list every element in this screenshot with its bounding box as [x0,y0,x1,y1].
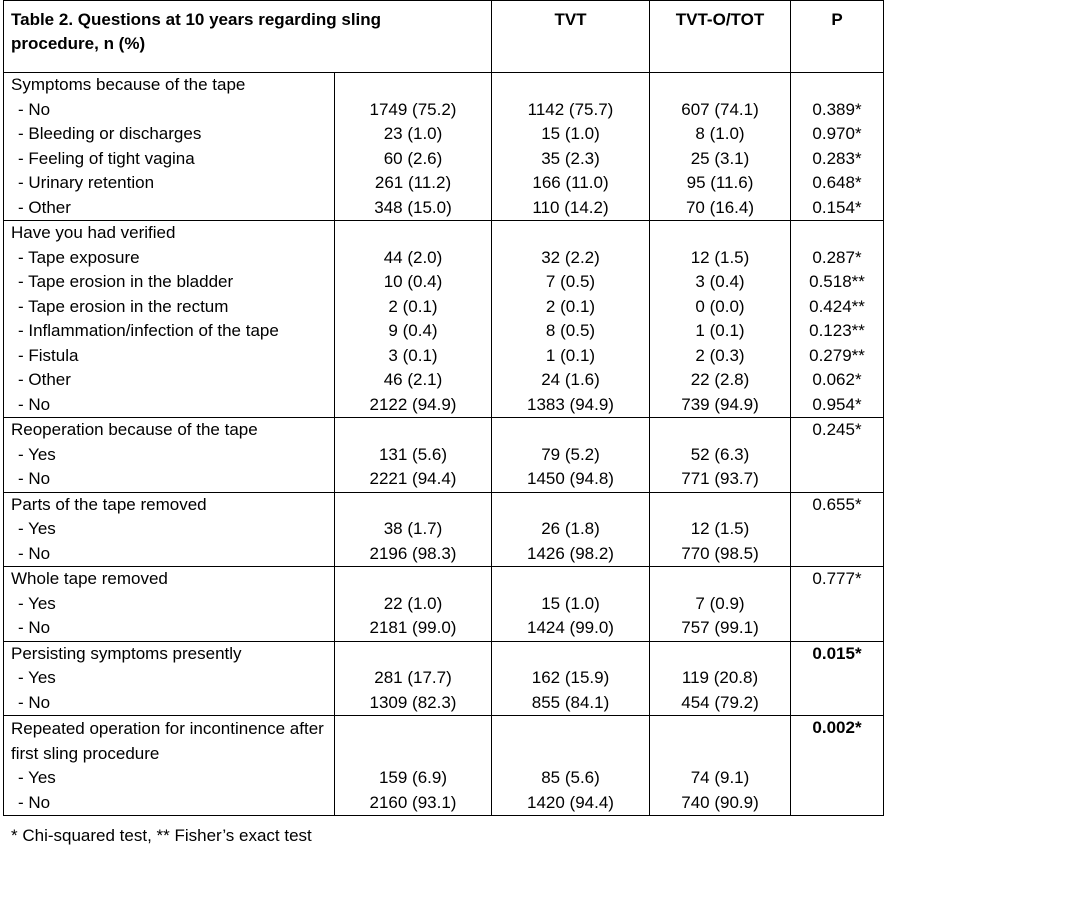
row-tvt-cell: 35 (2.3) [492,147,650,172]
row-tvt-cell: 1142 (75.7) [492,98,650,123]
section-p-value: 0.245* [791,418,884,443]
section-header-row [4,73,884,98]
row-tvto-cell: 95 (11.6) [650,171,791,196]
row-p-cell: 0.279** [791,344,884,369]
section-tvt-cell [492,567,650,592]
table-row [4,171,884,196]
row-label: - Fistula [4,344,335,369]
row-p-cell [791,766,884,791]
row-tvto-cell: 771 (93.7) [650,467,791,492]
section-header-row [4,567,884,592]
row-p-cell: 0.970* [791,122,884,147]
row-label: - Other [4,196,335,221]
row-tvt-cell: 1383 (94.9) [492,393,650,418]
table-row [4,319,884,344]
table-row [4,344,884,369]
row-tvt-cell: 1450 (94.8) [492,467,650,492]
row-total-cell: 2221 (94.4) [335,467,492,492]
section-total-cell [335,716,492,767]
row-label: - Urinary retention [4,171,335,196]
table-row [4,368,884,393]
table-title: Table 2. Questions at 10 years regarding sling procedure, n (%) [4,1,492,73]
row-total-cell: 1309 (82.3) [335,691,492,716]
section-label: Reoperation because of the tape [4,418,335,443]
row-tvto-cell: 3 (0.4) [650,270,791,295]
row-total-cell: 3 (0.1) [335,344,492,369]
row-label: - Feeling of tight vagina [4,147,335,172]
row-tvt-cell: 79 (5.2) [492,443,650,468]
row-label: - Yes [4,766,335,791]
row-label: - No [4,393,335,418]
table-row [4,766,884,791]
table-row [4,98,884,123]
row-tvt-cell: 24 (1.6) [492,368,650,393]
section-label: Whole tape removed [4,567,335,592]
table-row [4,791,884,816]
row-tvto-cell: 25 (3.1) [650,147,791,172]
row-tvt-cell: 1426 (98.2) [492,542,650,567]
row-tvt-cell: 855 (84.1) [492,691,650,716]
row-tvt-cell: 15 (1.0) [492,122,650,147]
section-header-row [4,716,884,767]
section-p-value [791,221,884,246]
row-tvto-cell: 739 (94.9) [650,393,791,418]
row-tvto-cell: 607 (74.1) [650,98,791,123]
section-tvt-cell [492,492,650,517]
row-label: - Yes [4,666,335,691]
column-header-tvt-o-tot: TVT-O/TOT [650,1,791,73]
table-row [4,443,884,468]
row-total-cell: 9 (0.4) [335,319,492,344]
row-label: - Tape exposure [4,246,335,271]
row-p-cell: 0.518** [791,270,884,295]
row-tvt-cell: 8 (0.5) [492,319,650,344]
row-total-cell: 1749 (75.2) [335,98,492,123]
row-label: - No [4,542,335,567]
row-p-cell [791,616,884,641]
data-table [3,0,884,816]
section-total-cell [335,492,492,517]
section-p-value [791,73,884,98]
section-tvt-cell [492,221,650,246]
row-tvt-cell: 32 (2.2) [492,246,650,271]
row-tvt-cell: 1424 (99.0) [492,616,650,641]
column-header-p: P [791,1,884,73]
row-p-cell: 0.424** [791,295,884,320]
row-tvt-cell: 166 (11.0) [492,171,650,196]
row-tvto-cell: 119 (20.8) [650,666,791,691]
row-label: - Tape erosion in the rectum [4,295,335,320]
row-total-cell: 22 (1.0) [335,592,492,617]
row-label: - Tape erosion in the bladder [4,270,335,295]
section-tvt-cell [492,716,650,767]
row-label: - Yes [4,592,335,617]
table-row [4,467,884,492]
section-tvto-cell [650,492,791,517]
row-p-cell: 0.062* [791,368,884,393]
section-tvto-cell [650,716,791,767]
row-total-cell: 44 (2.0) [335,246,492,271]
row-label: - No [4,691,335,716]
row-label: - No [4,98,335,123]
section-p-value: 0.655* [791,492,884,517]
row-tvt-cell: 7 (0.5) [492,270,650,295]
row-p-cell: 0.123** [791,319,884,344]
row-p-cell: 0.954* [791,393,884,418]
row-tvto-cell: 8 (1.0) [650,122,791,147]
table-row [4,592,884,617]
table-row [4,666,884,691]
row-tvto-cell: 2 (0.3) [650,344,791,369]
row-total-cell: 2181 (99.0) [335,616,492,641]
row-label: - Yes [4,443,335,468]
row-p-cell: 0.389* [791,98,884,123]
section-header-row [4,641,884,666]
row-tvto-cell: 770 (98.5) [650,542,791,567]
row-p-cell [791,691,884,716]
row-p-cell: 0.283* [791,147,884,172]
section-tvto-cell [650,418,791,443]
row-tvto-cell: 74 (9.1) [650,766,791,791]
table-row [4,542,884,567]
table-row [4,393,884,418]
table-row [4,147,884,172]
section-tvto-cell [650,221,791,246]
row-tvto-cell: 22 (2.8) [650,368,791,393]
section-tvto-cell [650,567,791,592]
row-total-cell: 2160 (93.1) [335,791,492,816]
row-tvt-cell: 110 (14.2) [492,196,650,221]
row-p-cell [791,517,884,542]
row-tvto-cell: 0 (0.0) [650,295,791,320]
footnote: * Chi-squared test, ** Fisher’s exact test [11,826,312,845]
row-tvto-cell: 454 (79.2) [650,691,791,716]
row-total-cell: 2196 (98.3) [335,542,492,567]
row-p-cell: 0.154* [791,196,884,221]
header-row [4,1,884,73]
row-total-cell: 159 (6.9) [335,766,492,791]
row-tvt-cell: 2 (0.1) [492,295,650,320]
section-tvt-cell [492,641,650,666]
row-total-cell: 23 (1.0) [335,122,492,147]
row-p-cell: 0.648* [791,171,884,196]
section-header-row [4,418,884,443]
section-label: Symptoms because of the tape [4,73,335,98]
row-p-cell [791,542,884,567]
row-label: - Yes [4,517,335,542]
section-tvt-cell [492,418,650,443]
row-total-cell: 261 (11.2) [335,171,492,196]
row-label: - Other [4,368,335,393]
row-total-cell: 10 (0.4) [335,270,492,295]
row-p-cell [791,791,884,816]
row-tvto-cell: 1 (0.1) [650,319,791,344]
section-header-row [4,492,884,517]
section-label: Have you had verified [4,221,335,246]
row-tvto-cell: 52 (6.3) [650,443,791,468]
section-tvto-cell [650,641,791,666]
table-row [4,122,884,147]
row-tvt-cell: 15 (1.0) [492,592,650,617]
row-p-cell [791,443,884,468]
section-total-cell [335,641,492,666]
row-label: - No [4,616,335,641]
section-p-value: 0.002* [791,716,884,767]
row-p-cell [791,467,884,492]
row-tvt-cell: 26 (1.8) [492,517,650,542]
row-tvto-cell: 757 (99.1) [650,616,791,641]
row-label: - Bleeding or discharges [4,122,335,147]
row-label: - No [4,467,335,492]
row-p-cell [791,592,884,617]
table-row [4,246,884,271]
row-tvt-cell: 1420 (94.4) [492,791,650,816]
row-total-cell: 281 (17.7) [335,666,492,691]
row-tvt-cell: 1 (0.1) [492,344,650,369]
table-row [4,196,884,221]
table-row [4,517,884,542]
row-tvto-cell: 70 (16.4) [650,196,791,221]
section-total-cell [335,567,492,592]
section-tvt-cell [492,73,650,98]
row-tvto-cell: 7 (0.9) [650,592,791,617]
section-header-row [4,221,884,246]
row-total-cell: 131 (5.6) [335,443,492,468]
row-total-cell: 2122 (94.9) [335,393,492,418]
table-row [4,295,884,320]
table-row [4,691,884,716]
section-total-cell [335,73,492,98]
section-tvto-cell [650,73,791,98]
section-total-cell [335,221,492,246]
row-p-cell: 0.287* [791,246,884,271]
section-label: Repeated operation for incontinence after first sling procedure [4,716,335,767]
row-total-cell: 46 (2.1) [335,368,492,393]
section-total-cell [335,418,492,443]
row-tvt-cell: 85 (5.6) [492,766,650,791]
row-total-cell: 60 (2.6) [335,147,492,172]
section-label: Persisting symptoms presently [4,641,335,666]
section-p-value: 0.777* [791,567,884,592]
row-total-cell: 2 (0.1) [335,295,492,320]
row-tvto-cell: 12 (1.5) [650,246,791,271]
table-row [4,616,884,641]
row-label: - No [4,791,335,816]
row-total-cell: 348 (15.0) [335,196,492,221]
row-tvto-cell: 740 (90.9) [650,791,791,816]
row-tvt-cell: 162 (15.9) [492,666,650,691]
section-p-value: 0.015* [791,641,884,666]
table-row [4,270,884,295]
row-label: - Inflammation/infection of the tape [4,319,335,344]
row-p-cell [791,666,884,691]
row-total-cell: 38 (1.7) [335,517,492,542]
column-header-tvt: TVT [492,1,650,73]
row-tvto-cell: 12 (1.5) [650,517,791,542]
section-label: Parts of the tape removed [4,492,335,517]
